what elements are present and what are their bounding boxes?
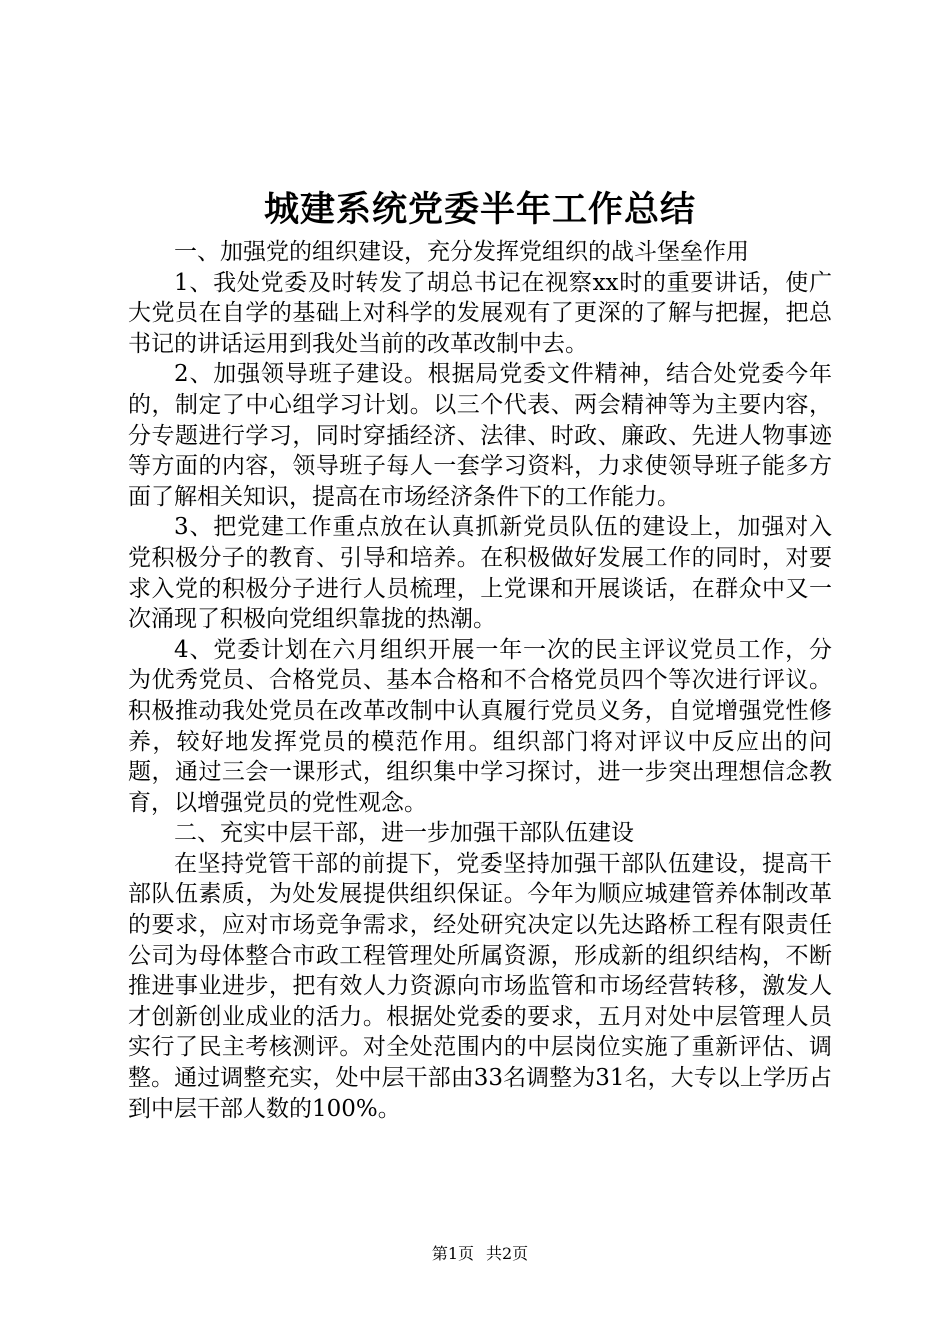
paragraph-1: 1、我处党委及时转发了胡总书记在视察xx时的重要讲话，使广大党员在自学的基础上对科学的发展观有了更深的了解与把握，把总书记的讲话运用到我处当前的改革改制中去。 xyxy=(128,269,832,357)
paragraph-3: 3、把党建工作重点放在认真抓新党员队伍的建设上，加强对入党积极分子的教育、引导和培养。在积极做好发展工作的同时，对要求入党的积极分子进行人员梳理，上党课和开展谈话，在群众中又一次涌现了积极向党组织靠拢的热潮。 xyxy=(128,514,832,633)
page-number-total: 共2页 xyxy=(486,1244,529,1263)
section-heading-2: 二、充实中层干部，进一步加强干部队伍建设 xyxy=(174,820,634,847)
paragraph-5: 在坚持党管干部的前提下，党委坚持加强干部队伍建设，提高干部队伍素质，为处发展提供组织保证。今年为顺应城建管养体制改革的要求，应对市场竞争需求，经处研究决定以先达路桥工程有限责任公司为母体整合市政工程管理处所属资源，形成新的组织结构，不断推进事业进步，把有效人力资源向市场监管和市场经营转移，激发人才创新创业成业的活力。根据处党委的要求，五月对处中层管理人员实行了民主考核测评。对全处范围内的中层岗位实施了重新评估、调整。通过调整充实，处中层干部由33名调整为31名，大专以上学历占到中层干部人数的100%。 xyxy=(128,850,832,1122)
paragraph-4: 4、党委计划在六月组织开展一年一次的民主评议党员工作，分为优秀党员、合格党员、基本合格和不合格党员四个等次进行评议。积极推动我处党员在改革改制中认真履行党员义务，自觉增强党性修养，较好地发挥党员的模范作用。组织部门将对评议中反应出的问题，通过三会一课形式，组织集中学习探讨，进一步突出理想信念教育，以增强党员的党性观念。 xyxy=(128,636,832,816)
document-page xyxy=(128,0,832,1344)
document-body xyxy=(128,237,832,1124)
paragraph-2: 2、加强领导班子建设。根据局党委文件精神，结合处党委今年的，制定了中心组学习计划。以三个代表、两会精神等为主要内容，分专题进行学习，同时穿插经济、法律、时政、廉政、先进人物事迹等方面的内容，领导班子每人一套学习资料，力求使领导班子能多方面了解相关知识，提高在市场经济条件下的工作能力。 xyxy=(128,361,832,510)
document-title: 城建系统党委半年工作总结 xyxy=(263,189,696,230)
section-heading-1: 一、加强党的组织建设，充分发挥党组织的战斗堡垒作用 xyxy=(174,239,749,265)
page-footer xyxy=(128,1243,832,1265)
page-number-current: 第1页 xyxy=(431,1244,474,1263)
